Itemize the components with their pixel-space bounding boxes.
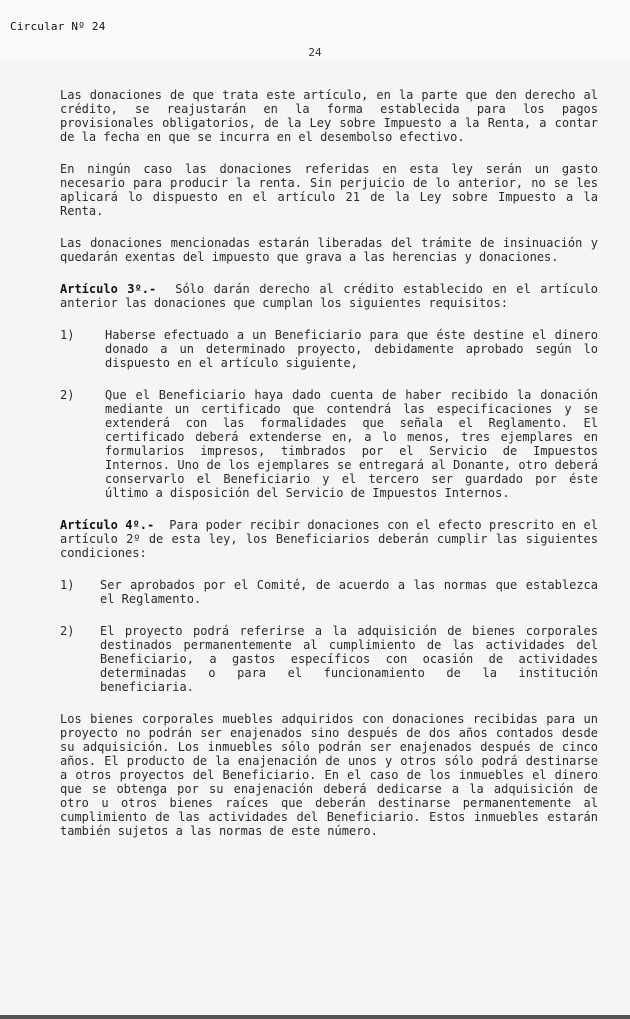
page-number: 24	[308, 46, 322, 59]
paragraph-reajuste: Las donaciones de que trata este artículo, en la parte que den derecho al crédito, se reajustarán en la forma establecida para los pagos provisionales obligatorios, de la Ley sobre Impuesto a la Renta, a contar de la fecha en que se incurra en el desembolso efectivo.	[60, 88, 598, 144]
article-4-item-2	[60, 624, 598, 694]
article-4-heading: Artículo 4º.-	[60, 518, 155, 532]
item-text: Que el Beneficiario haya dado cuenta de haber recibido la donación mediante un certificado que contendrá las especificaciones y se extenderá con las formalidades que señala el Reglamento. El certificado deberá extenderse en, a lo menos, tres ejemplares en formularios impresos, timbrados por el Servicio de Impuestos Internos. Uno de los ejemplares se entregará al Donante, otro deberá conservarlo el Beneficiario y el tercero ser guardado por éste último a disposición del Servicio de Impuestos Internos.	[105, 388, 598, 500]
article-3-intro-text: Sólo darán derecho al crédito establecido en el artículo anterior las donaciones que cumplan los siguientes requisitos:	[60, 282, 599, 310]
article-4-intro-text: Para poder recibir donaciones con el efecto prescrito en el artículo 2º de esta ley, los Beneficiarios deberán cumplir las siguientes condiciones:	[60, 518, 598, 560]
page-bottom-edge	[0, 1015, 630, 1019]
item-text: Haberse efectuado a un Beneficiario para que éste destine el dinero donado a un determinado proyecto, debidamente aprobado según lo dispuesto en el artículo siguiente,	[105, 328, 598, 370]
item-number: 1)	[60, 578, 75, 592]
document-body	[60, 88, 598, 856]
paragraph-gasto: En ningún caso las donaciones referidas en esta ley serán un gasto necesario para producir la renta. Sin perjuicio de lo anterior, no se les aplicará lo dispuesto en el artículo 21 de la Ley sobre Impuesto a la Renta.	[60, 162, 598, 218]
article-4-item-1	[60, 578, 598, 606]
article-3-heading: Artículo 3º.-	[60, 282, 157, 296]
article-3-item-2	[60, 388, 598, 500]
article-4-subparagraph: Los bienes corporales muebles adquiridos con donaciones recibidas para un proyecto no podrán ser enajenados sino después de dos años contados desde su adquisición. Los inmuebles sólo podrán ser enajenados después de cinco años. El producto de la enajenación de unos y otros sólo podrá destinarse a otros proyectos del Beneficiario. En el caso de los inmuebles el dinero que se obtenga por su enajenación deberá dedicarse a la adquisición de otro u otros bienes raíces que deberán destinarse permanentemente al cumplimiento de las actividades del Beneficiario. Estos inmuebles estarán también sujetos a las normas de este número.	[60, 712, 598, 838]
item-number: 2)	[60, 388, 75, 402]
item-text: El proyecto podrá referirse a la adquisición de bienes corporales destinados permanentemente al cumplimiento de las actividades del Beneficiario, a gastos específicos con ocasión de actividades determinadas o para el funcionamiento de la institución beneficiaria.	[100, 624, 598, 694]
article-3-intro	[60, 282, 598, 310]
item-text: Ser aprobados por el Comité, de acuerdo a las normas que establezca el Reglamento.	[100, 578, 598, 606]
item-number: 1)	[60, 328, 75, 342]
article-4-intro	[60, 518, 598, 560]
circular-label: Circular Nº 24	[10, 20, 106, 33]
paragraph-insinuacion: Las donaciones mencionadas estarán liberadas del trámite de insinuación y quedarán exentas del impuesto que grava a las herencias y donaciones.	[60, 236, 598, 264]
article-3-item-1	[60, 328, 598, 370]
item-number: 2)	[60, 624, 75, 638]
page-header	[0, 0, 630, 60]
